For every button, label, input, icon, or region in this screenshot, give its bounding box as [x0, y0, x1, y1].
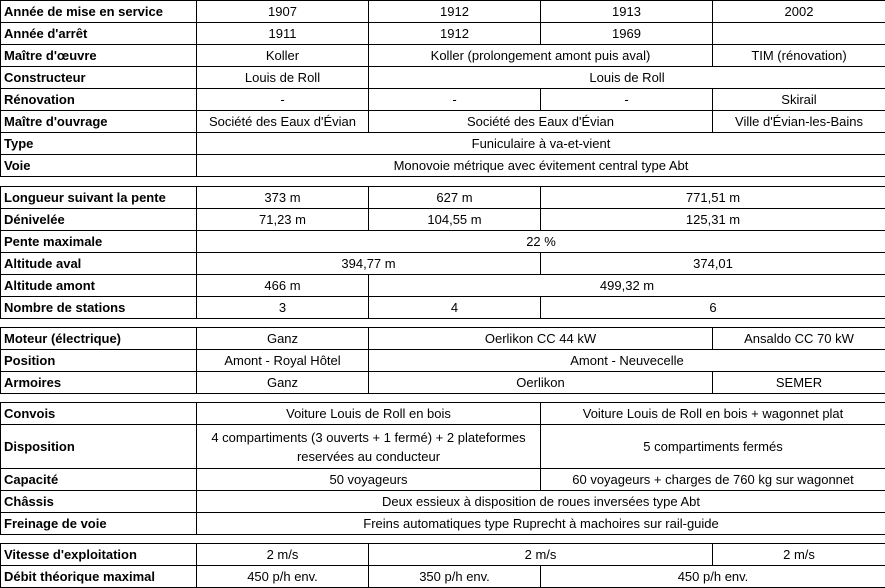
cell: Louis de Roll: [197, 67, 369, 89]
cell: 771,51 m: [541, 187, 885, 209]
row-label: Année d'arrêt: [1, 23, 197, 45]
cell: 60 voyageurs + charges de 760 kg sur wagonnet: [541, 469, 885, 491]
cell: TIM (rénovation): [713, 45, 885, 67]
row-label: Armoires: [1, 372, 197, 394]
table-row: [1, 297, 885, 319]
cell: Voiture Louis de Roll en bois: [197, 403, 541, 425]
cell: 450 p/h env.: [541, 566, 885, 588]
cell: Ville d'Évian-les-Bains: [713, 111, 885, 133]
cell: Monovoie métrique avec évitement central type Abt: [197, 155, 885, 177]
cell: 4 compartiments (3 ouverts + 1 fermé) + 2 plateformes reservées au conducteur: [197, 425, 541, 469]
cell: 499,32 m: [369, 275, 885, 297]
cell: 2 m/s: [369, 544, 713, 566]
table-row: [1, 209, 885, 231]
cell: Ganz: [197, 328, 369, 350]
cell: Oerlikon: [369, 372, 713, 394]
cell: Skirail: [713, 89, 885, 111]
cell: 5 compartiments fermés: [541, 425, 885, 469]
table-row: [1, 253, 885, 275]
cell: [713, 23, 885, 45]
cell: Ganz: [197, 372, 369, 394]
table-row: [1, 231, 885, 253]
cell: -: [541, 89, 713, 111]
table-row: [1, 111, 885, 133]
cell: Funiculaire à va-et-vient: [197, 133, 885, 155]
row-label: Position: [1, 350, 197, 372]
cell: 450 p/h env.: [197, 566, 369, 588]
table-row: [1, 155, 885, 177]
cell: Voiture Louis de Roll en bois + wagonnet plat: [541, 403, 885, 425]
table-row: [1, 544, 885, 566]
row-label: Moteur (électrique): [1, 328, 197, 350]
cell: 627 m: [369, 187, 541, 209]
cell: -: [197, 89, 369, 111]
row-label: Type: [1, 133, 197, 155]
cell: -: [369, 89, 541, 111]
cell: Société des Eaux d'Évian: [197, 111, 369, 133]
cell: SEMER: [713, 372, 885, 394]
cell: 1911: [197, 23, 369, 45]
cell: 4: [369, 297, 541, 319]
cell: 125,31 m: [541, 209, 885, 231]
row-label: Dénivelée: [1, 209, 197, 231]
section-motor: [0, 327, 885, 394]
table-row: [1, 513, 885, 535]
table-row: [1, 469, 885, 491]
table-row: [1, 275, 885, 297]
cell: 2 m/s: [197, 544, 369, 566]
cell: Deux essieux à disposition de roues inversées type Abt: [197, 491, 885, 513]
row-label: Voie: [1, 155, 197, 177]
table-row: [1, 133, 885, 155]
section-general: [0, 0, 885, 177]
cell: Koller: [197, 45, 369, 67]
table-row: [1, 372, 885, 394]
cell: Louis de Roll: [369, 67, 885, 89]
row-label: Altitude amont: [1, 275, 197, 297]
row-label: Débit théorique maximal: [1, 566, 197, 588]
section-vehicles: [0, 402, 885, 535]
row-label: Capacité: [1, 469, 197, 491]
cell: 104,55 m: [369, 209, 541, 231]
row-label: Année de mise en service: [1, 1, 197, 23]
cell: 6: [541, 297, 885, 319]
row-label: Maître d'œuvre: [1, 45, 197, 67]
row-label: Convois: [1, 403, 197, 425]
row-label: Nombre de stations: [1, 297, 197, 319]
table-row: [1, 403, 885, 425]
row-label: Longueur suivant la pente: [1, 187, 197, 209]
row-label: Rénovation: [1, 89, 197, 111]
cell: 1912: [369, 1, 541, 23]
row-label: Châssis: [1, 491, 197, 513]
cell: 1913: [541, 1, 713, 23]
row-label: Disposition: [1, 425, 197, 469]
row-label: Freinage de voie: [1, 513, 197, 535]
cell: Freins automatiques type Ruprecht à machoires sur rail-guide: [197, 513, 885, 535]
table-row: [1, 67, 885, 89]
cell: Amont - Royal Hôtel: [197, 350, 369, 372]
table-row: [1, 425, 885, 469]
cell: 1912: [369, 23, 541, 45]
cell: Société des Eaux d'Évian: [369, 111, 713, 133]
row-label: Altitude aval: [1, 253, 197, 275]
cell: 394,77 m: [197, 253, 541, 275]
table-row: [1, 89, 885, 111]
cell: 22 %: [197, 231, 885, 253]
row-label: Vitesse d'exploitation: [1, 544, 197, 566]
table-row: [1, 187, 885, 209]
table-row: [1, 328, 885, 350]
cell: 350 p/h env.: [369, 566, 541, 588]
row-label: Maître d'ouvrage: [1, 111, 197, 133]
cell: 466 m: [197, 275, 369, 297]
cell: 71,23 m: [197, 209, 369, 231]
cell: Ansaldo CC 70 kW: [713, 328, 885, 350]
cell: 1907: [197, 1, 369, 23]
cell: Amont - Neuvecelle: [369, 350, 885, 372]
row-label: Constructeur: [1, 67, 197, 89]
cell: 2 m/s: [713, 544, 885, 566]
table-row: [1, 350, 885, 372]
section-track: [0, 186, 885, 319]
cell: 50 voyageurs: [197, 469, 541, 491]
cell: 374,01: [541, 253, 885, 275]
table-row: [1, 1, 885, 23]
table-row: [1, 566, 885, 588]
cell: 373 m: [197, 187, 369, 209]
table-row: [1, 491, 885, 513]
cell: Oerlikon CC 44 kW: [369, 328, 713, 350]
row-label: Pente maximale: [1, 231, 197, 253]
cell: Koller (prolongement amont puis aval): [369, 45, 713, 67]
table-row: [1, 45, 885, 67]
cell: 1969: [541, 23, 713, 45]
table-row: [1, 23, 885, 45]
cell: 2002: [713, 1, 885, 23]
section-operation: [0, 543, 885, 588]
cell: 3: [197, 297, 369, 319]
